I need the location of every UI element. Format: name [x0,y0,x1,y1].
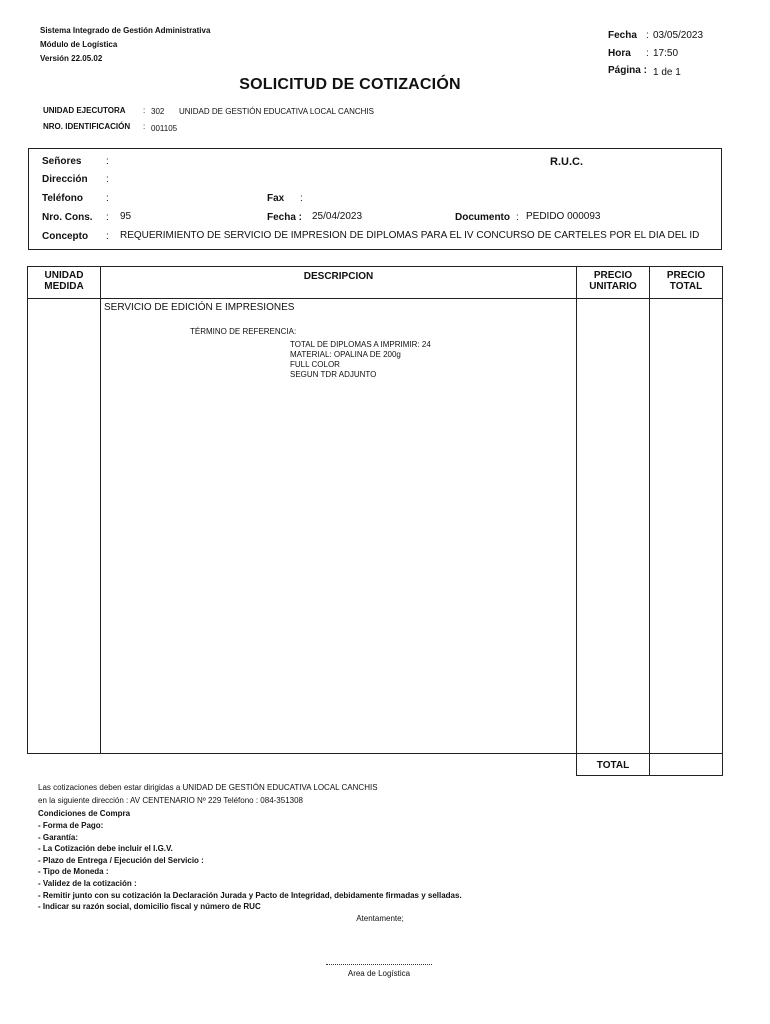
col-header-unidad-line2: MEDIDA [44,281,84,292]
item-reference-line: TOTAL DE DIPLOMAS A IMPRIMIR: 24 [290,340,431,349]
fecha-pedido-label: Fecha : [267,212,303,223]
table-col-divider [649,266,650,776]
col-header-precio-total-line1: PRECIO [666,270,706,281]
col-header-precio-unitario-line2: UNITARIO [589,281,637,292]
header-hora-label: Hora [608,48,631,59]
senores-label: Señores [42,156,82,167]
condition-item: - Validez de la cotización : [38,879,137,888]
fax-label: Fax [267,193,285,204]
header-pagina-value: 1 de 1 [653,67,681,78]
system-name: Sistema Integrado de Gestión Administrativa [40,26,211,35]
nro-identificacion-colon: : [143,122,146,131]
condition-item: - Indicar su razón social, domicilio fiscal y número de RUC [38,902,261,911]
header-fecha-colon: : [646,30,649,41]
signature-label: Area de Logística [347,969,411,978]
signature-line [326,964,432,965]
col-header-precio-unitario [577,270,649,292]
concepto-value: REQUERIMIENTO DE SERVICIO DE IMPRESION DE DIPLOMAS PARA EL IV CONCURSO DE CARTELES POR EL DIA DEL ID [120,230,700,241]
unidad-ejecutora-label: UNIDAD EJECUTORA [43,106,126,115]
concepto-colon: : [106,231,109,242]
condition-item: - Tipo de Moneda : [38,867,109,876]
header-hora-value: 17:50 [653,48,679,59]
system-version: Versión 22.05.02 [40,54,103,63]
table-header-divider [27,298,723,299]
telefono-label: Teléfono [42,193,83,204]
concepto-label: Concepto [42,231,89,242]
condition-item: - La Cotización debe incluir el I.G.V. [38,844,173,853]
item-description: SERVICIO DE EDICIÓN E IMPRESIONES [104,302,295,313]
unidad-ejecutora-code: 302 [151,107,165,116]
nro-identificacion-label: NRO. IDENTIFICACIÓN [43,122,131,131]
item-reference-title: TÉRMINO DE REFERENCIA: [190,327,297,336]
item-reference-line: FULL COLOR [290,360,340,369]
footer-note-line: en la siguiente dirección : AV CENTENARIO Nº 229 Teléfono : 084-351308 [38,796,303,805]
documento-colon: : [516,212,519,223]
col-header-descripcion: DESCRIPCION [303,271,374,282]
header-pagina-label: Página : [608,65,647,76]
direccion-colon: : [106,174,109,185]
nro-identificacion-value: 001105 [151,124,178,133]
condition-item: - Garantía: [38,833,79,842]
condition-item: - Remitir junto con su cotización la Declaración Jurada y Pacto de Integridad, debidamente firmadas y selladas. [38,891,462,900]
header-fecha-value: 03/05/2023 [653,30,704,41]
direccion-label: Dirección [42,174,88,185]
documento-label: Documento [455,212,510,223]
document-title: SOLICITUD DE COTIZACIÓN [239,76,461,93]
table-col-divider [100,266,101,754]
nro-cons-colon: : [106,212,109,223]
telefono-colon: : [106,193,109,204]
condition-item: - Forma de Pago: [38,821,104,830]
item-reference-line: MATERIAL: OPALINA DE 200g [290,350,401,359]
conditions-title: Condiciones de Compra [38,809,131,818]
table-total-bottom [576,775,723,776]
col-header-precio-unitario-line1: PRECIO [593,270,633,281]
nro-cons-label: Nro. Cons. [42,212,93,223]
header-hora-colon: : [646,48,649,59]
col-header-precio-total [650,270,722,292]
closing-text: Atentamente; [356,914,404,923]
unidad-ejecutora-name: UNIDAD DE GESTIÓN EDUCATIVA LOCAL CANCHIS [179,107,374,116]
total-label: TOTAL [596,760,630,771]
senores-colon: : [106,156,109,167]
table-col-divider [722,754,723,776]
unidad-ejecutora-colon: : [143,106,146,115]
fax-colon: : [300,193,303,204]
header-fecha-label: Fecha [608,30,637,41]
ruc-label: R.U.C. [550,156,583,168]
item-reference-line: SEGUN TDR ADJUNTO [290,370,377,379]
fecha-pedido-value: 25/04/2023 [312,211,363,222]
system-module: Módulo de Logística [40,40,118,49]
nro-cons-value: 95 [120,211,132,222]
col-header-unidad-line1: UNIDAD [44,270,84,281]
condition-item: - Plazo de Entrega / Ejecución del Servicio : [38,856,204,865]
col-header-unidad [28,270,100,292]
col-header-precio-total-line2: TOTAL [669,281,703,292]
documento-value: PEDIDO 000093 [526,211,601,222]
table-col-divider [576,266,577,776]
footer-note-line: Las cotizaciones deben estar dirigidas a UNIDAD DE GESTIÓN EDUCATIVA LOCAL CANCHIS [38,783,378,792]
